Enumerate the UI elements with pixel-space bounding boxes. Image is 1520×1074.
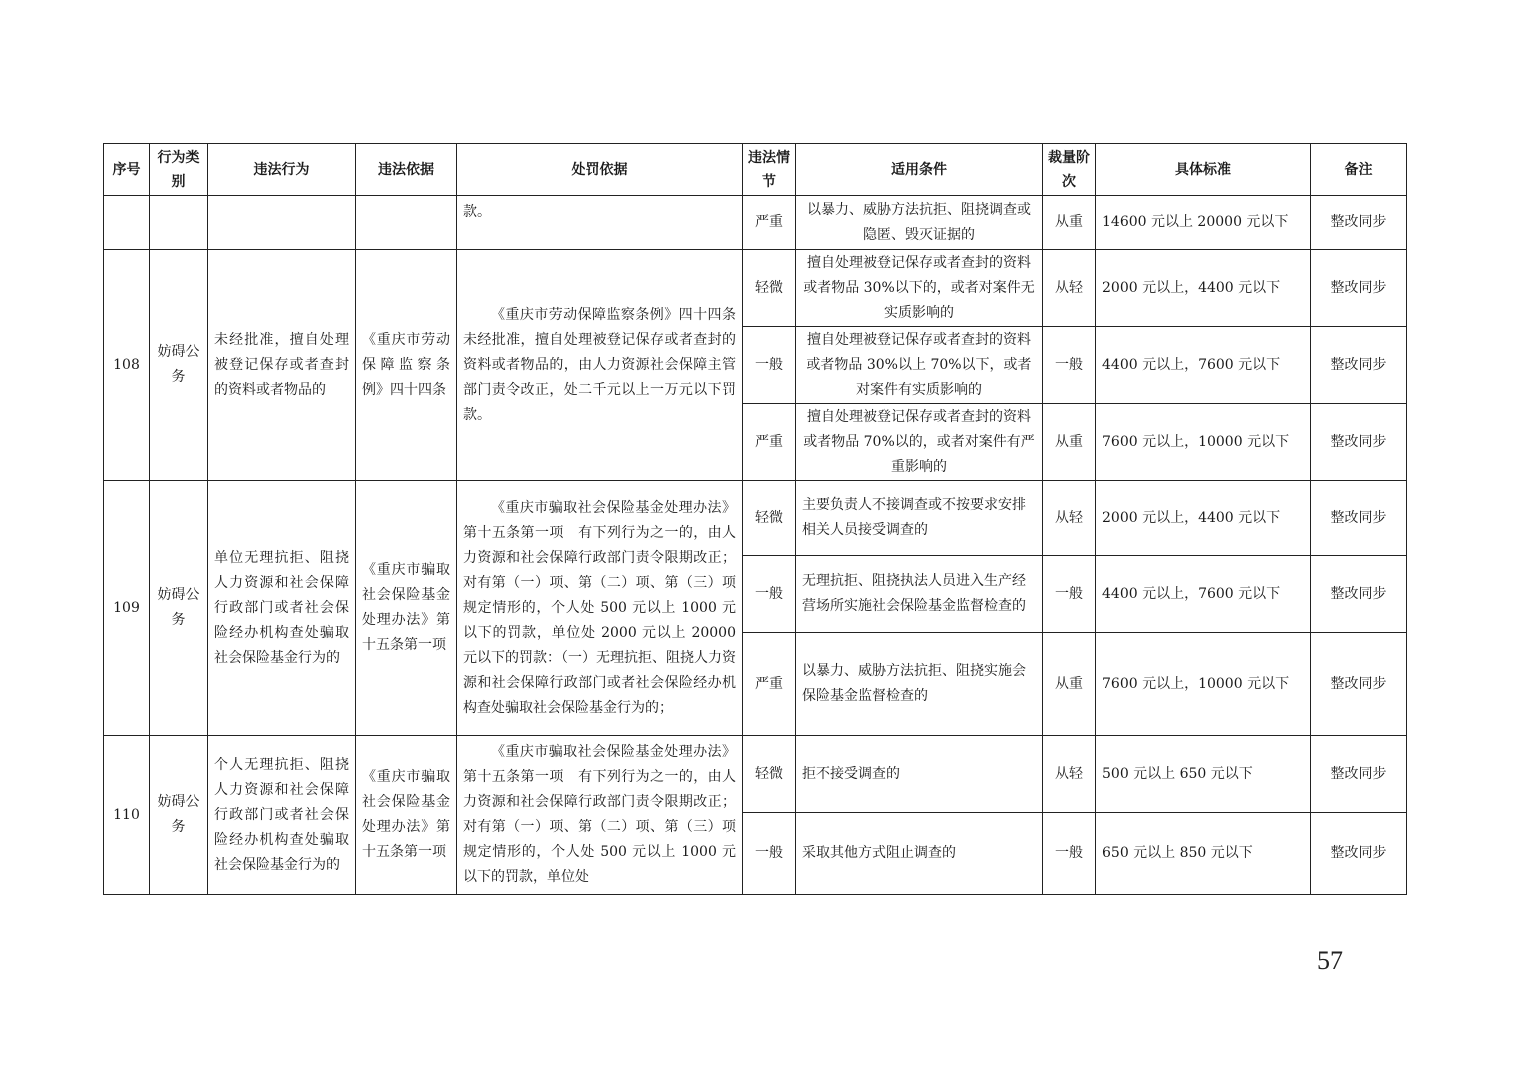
- standard-cell: 500 元以上 650 元以下: [1096, 736, 1311, 813]
- category-cell: 妨碍公务: [150, 481, 208, 736]
- penalty-basis-cell: 款。: [457, 196, 743, 250]
- standard-cell: 7600 元以上，10000 元以下: [1096, 633, 1311, 736]
- condition-cell: 擅自处理被登记保存或者查封的资料或者物品 30%以上 70%以下，或者对案件有实质影响的: [796, 327, 1043, 404]
- condition-cell: 擅自处理被登记保存或者查封的资料或者物品 30%以下的，或者对案件无实质影响的: [796, 250, 1043, 327]
- header-penalty-basis: 处罚依据: [457, 144, 743, 196]
- circumstance-cell: 一般: [743, 327, 796, 404]
- header-level: 裁量阶次: [1043, 144, 1096, 196]
- table-row: [104, 736, 1407, 813]
- level-cell: 从轻: [1043, 250, 1096, 327]
- level-cell: 从轻: [1043, 481, 1096, 556]
- level-cell: 从重: [1043, 404, 1096, 481]
- category-cell: 妨碍公务: [150, 736, 208, 895]
- remark-cell: 整改同步: [1311, 633, 1407, 736]
- level-cell: 一般: [1043, 556, 1096, 633]
- remark-cell: 整改同步: [1311, 196, 1407, 250]
- table-row: [104, 196, 1407, 250]
- condition-cell: 以暴力、威胁方法抗拒、阻挠实施会保险基金监督检查的: [796, 633, 1043, 736]
- remark-cell: 整改同步: [1311, 250, 1407, 327]
- header-circumstance: 违法情节: [743, 144, 796, 196]
- header-row: [104, 144, 1407, 196]
- standard-cell: 650 元以上 850 元以下: [1096, 813, 1311, 895]
- header-act: 违法行为: [208, 144, 356, 196]
- seq-cell: 110: [104, 736, 150, 895]
- act-cell: 单位无理抗拒、阻挠人力资源和社会保障行政部门或者社会保险经办机构查处骗取社会保险基金行为的: [208, 481, 356, 736]
- condition-cell: 采取其他方式阻止调查的: [796, 813, 1043, 895]
- act-cell: 未经批准，擅自处理被登记保存或者查封的资料或者物品的: [208, 250, 356, 481]
- remark-cell: 整改同步: [1311, 736, 1407, 813]
- circumstance-cell: 严重: [743, 196, 796, 250]
- standard-cell: 2000 元以上，4400 元以下: [1096, 481, 1311, 556]
- header-basis: 违法依据: [356, 144, 457, 196]
- penalty-basis-cell: 《重庆市骗取社会保险基金处理办法》第十五条第一项 有下列行为之一的，由人力资源和社会保障行政部门责令限期改正；对有第（一）项、第（二）项、第（三）项规定情形的，个人处 500 元以上 1000 元以下的罚款，单位处 2000 元以上 20000 元以下的罚款：（一）无理抗拒、阻挠人力资源和社会保障行政部门或者社会保险经办机构查处骗取社会保险基金行为的；: [457, 481, 743, 736]
- act-cell: 个人无理抗拒、阻挠人力资源和社会保障行政部门或者社会保险经办机构查处骗取社会保险基金行为的: [208, 736, 356, 895]
- category-cell: 妨碍公务: [150, 250, 208, 481]
- penalty-basis-cell: 《重庆市骗取社会保险基金处理办法》第十五条第一项 有下列行为之一的，由人力资源和社会保障行政部门责令限期改正；对有第（一）项、第（二）项、第（三）项规定情形的，个人处 500 元以上 1000 元以下的罚款，单位处: [457, 736, 743, 895]
- penalty-discretion-table: [103, 143, 1407, 895]
- condition-cell: 擅自处理被登记保存或者查封的资料或者物品 70%以的，或者对案件有严重影响的: [796, 404, 1043, 481]
- condition-cell: 拒不接受调查的: [796, 736, 1043, 813]
- circumstance-cell: 轻微: [743, 250, 796, 327]
- header-condition: 适用条件: [796, 144, 1043, 196]
- table-row: [104, 481, 1407, 556]
- level-cell: 从重: [1043, 633, 1096, 736]
- condition-cell: 无理抗拒、阻挠执法人员进入生产经营场所实施社会保险基金监督检查的: [796, 556, 1043, 633]
- level-cell: 一般: [1043, 327, 1096, 404]
- circumstance-cell: 严重: [743, 633, 796, 736]
- level-cell: 一般: [1043, 813, 1096, 895]
- circumstance-cell: 轻微: [743, 736, 796, 813]
- table-row: [104, 250, 1407, 327]
- header-standard: 具体标准: [1096, 144, 1311, 196]
- basis-cell: 《重庆市骗取社会保险基金处理办法》第十五条第一项: [356, 481, 457, 736]
- circumstance-cell: 轻微: [743, 481, 796, 556]
- condition-cell: 以暴力、威胁方法抗拒、阻挠调查或隐匿、毁灭证据的: [796, 196, 1043, 250]
- basis-cell: 《重庆市劳动保障监察条例》四十四条: [356, 250, 457, 481]
- circumstance-cell: 一般: [743, 813, 796, 895]
- remark-cell: 整改同步: [1311, 481, 1407, 556]
- header-seq: 序号: [104, 144, 150, 196]
- condition-cell: 主要负责人不接调查或不按要求安排相关人员接受调查的: [796, 481, 1043, 556]
- header-remark: 备注: [1311, 144, 1407, 196]
- seq-cell: 109: [104, 481, 150, 736]
- standard-cell: 4400 元以上，7600 元以下: [1096, 556, 1311, 633]
- remark-cell: 整改同步: [1311, 556, 1407, 633]
- header-category: 行为类别: [150, 144, 208, 196]
- seq-cell: 108: [104, 250, 150, 481]
- remark-cell: 整改同步: [1311, 813, 1407, 895]
- standard-cell: 7600 元以上，10000 元以下: [1096, 404, 1311, 481]
- standard-cell: 2000 元以上，4400 元以下: [1096, 250, 1311, 327]
- standard-cell: 4400 元以上，7600 元以下: [1096, 327, 1311, 404]
- remark-cell: 整改同步: [1311, 404, 1407, 481]
- basis-cell: 《重庆市骗取社会保险基金处理办法》第十五条第一项: [356, 736, 457, 895]
- page-number: 57: [1317, 946, 1343, 975]
- circumstance-cell: 严重: [743, 404, 796, 481]
- standard-cell: 14600 元以上 20000 元以下: [1096, 196, 1311, 250]
- level-cell: 从轻: [1043, 736, 1096, 813]
- level-cell: 从重: [1043, 196, 1096, 250]
- circumstance-cell: 一般: [743, 556, 796, 633]
- remark-cell: 整改同步: [1311, 327, 1407, 404]
- penalty-basis-cell: 《重庆市劳动保障监察条例》四十四条 未经批准，擅自处理被登记保存或者查封的资料或者物品的，由人力资源社会保障主管部门责令改正，处二千元以上一万元以下罚款。: [457, 250, 743, 481]
